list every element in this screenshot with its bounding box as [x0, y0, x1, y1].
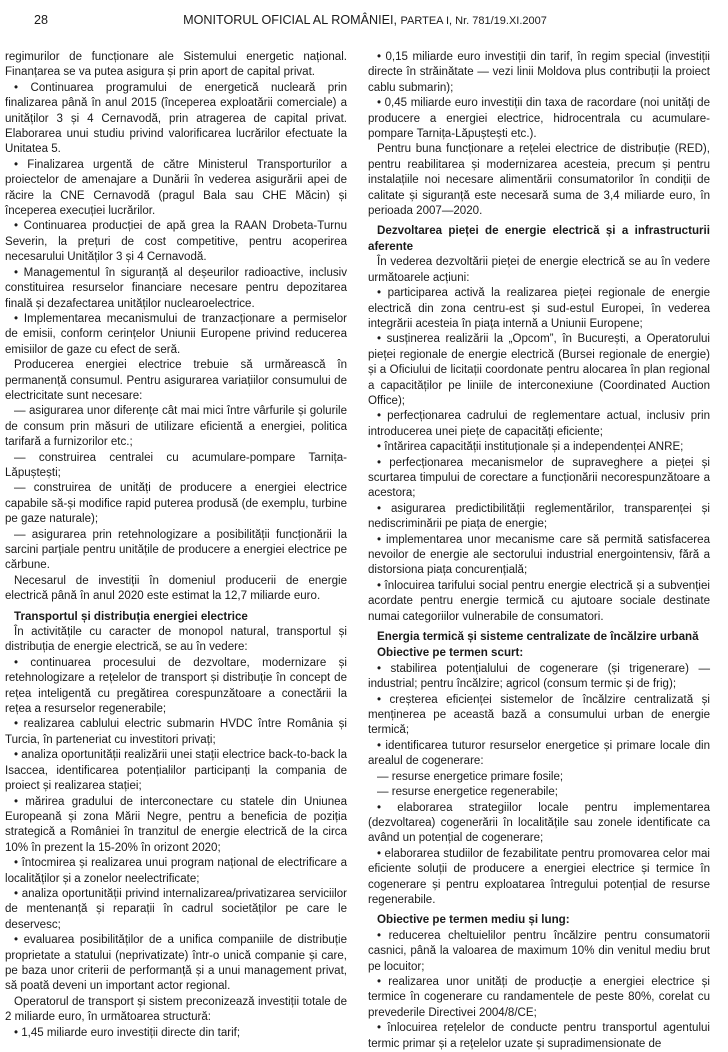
subsection-heading: Obiective pe termen mediu și lung:: [377, 913, 570, 927]
subsection-heading: Obiective pe termen scurt:: [377, 646, 524, 660]
paragraph: Operatorul de transport și sistem preconizează investiții totale de 2 miliarde euro, în următoarea structură:: [5, 995, 347, 1024]
paragraph: regimurilor de funcționare ale Sistemului energetic național. Finanțarea se va putea asigura și prin aport de capital privat.: [5, 51, 347, 79]
paragraph: În activitățile cu caracter de monopol natural, transportul și distribuția de energie electrică, se au în vedere:: [5, 626, 347, 654]
left-column: [5, 50, 347, 1041]
paragraph: • elaborarea strategiilor locale pentru implementarea (dezvoltarea) cogenerării în localitățile sau zonele identificate ca având un potențial de cogenerare;: [368, 801, 710, 845]
paragraph: • participarea activă la realizarea pieței regionale de energie electrică din zona centru-est și sud-estul Europei, în vederea integrării acesteia în piața internă a Uniunii Europene;: [368, 287, 710, 330]
section-heading: Energia termică și sisteme centralizate de încălzire urbană: [377, 630, 699, 644]
paragraph: • realizarea unor unități de producție a energiei electrice și termice în cogenerare cu randamentele de peste 80%, corelat cu prevederile Directivei 2004/8/CE;: [368, 975, 710, 1019]
paragraph: Producerea energiei electrice trebuie să urmărească în permanență consumul. Pentru asigurarea variațiilor consumului de electricitate sunt necesare:: [5, 359, 347, 402]
paragraph: • Continuarea producției de apă grea la RAAN Drobeta-Turnu Severin, la prețuri de cost competitive, pentru acoperirea necesarului Unităților 3 și 4 Cernavodă.: [5, 220, 347, 264]
section-heading: Dezvoltarea pieței de energie electrică și a infrastructurii aferente: [368, 224, 710, 253]
paragraph: • 1,45 miliarde euro investiții directe din tarif;: [14, 1026, 241, 1039]
paragraph: Pentru buna funcționare a rețelei electrice de distribuție (RED), pentru reabilitarea și modernizarea acesteia, precum și pentru instalațiile noi necesare alimentării consumatorilor în condiții de calitate și siguranță este necesară suma de 3,4 miliarde euro, în perioada 2007—2020.: [368, 143, 710, 218]
paragraph: • stabilirea potențialului de cogenerare (și trigenerare) — industrial; pentru încălzire; agricol (consum termic și de frig);: [368, 662, 710, 691]
paragraph: • perfecționarea mecanismelor de supraveghere a pieței și scurtarea timpului de corectare a funcționării necorespunzătoare a acestora;: [368, 456, 710, 500]
title-main: MONITORUL OFICIAL AL ROMÂNIEI,: [183, 13, 401, 27]
paragraph: • susținerea realizării la „Opcom”, în București, a Operatorului pieței regionale de energie electrică (Bursei regionale de energie) și a Oficiului de licitații coordonate pentru alocarea în plan regional a capacităților pe liniile de interconexiune (Coordinated Auction Office);: [368, 333, 710, 407]
paragraph: • implementarea unor mecanisme care să permită satisfacerea nevoilor de energie ale sectorului industrial energointensiv, fără a distorsiona piața concurențială;: [368, 533, 710, 577]
paragraph: • întocmirea și realizarea unui program național de electrificare a localităților și a zonelor neelectrificate;: [5, 857, 347, 885]
paragraph: — asigurarea unor diferențe cât mai mici între vârfurile și golurile de consum prin măsuri de utilizare eficientă a energiei, politica tarifară a furnizorilor etc.;: [5, 405, 347, 449]
title-part: PARTEA I, Nr. 781/19.XI.2007: [400, 15, 547, 27]
paragraph: • întărirea capacității instituționale și a independenței ANRE;: [377, 441, 684, 454]
right-column: [368, 50, 710, 1052]
paragraph: • înlocuirea rețelelor de conducte pentru transportul agentului termic primar și a rețelelor uzate și supradimensionate de: [368, 1022, 710, 1050]
paragraph: • continuarea procesului de dezvoltare, modernizare și retehnologizare a rețelelor de transport și distribuție în concept de rețea inteligentă cu pregătirea corespunzătoare a conectării la rețea a resurselor regenerabile;: [5, 656, 347, 716]
paragraph: • perfecționarea cadrului de reglementare actual, inclusiv prin introducerea unei piețe de capacități eficiente;: [368, 410, 710, 438]
paragraph: În vederea dezvoltării pieței de energie electrică se au în vedere următoarele acțiuni:: [368, 256, 710, 284]
paragraph: • identificarea tuturor resurselor energetice și primare locale din arealul de cogenerare:: [368, 739, 710, 768]
paragraph: • înlocuirea tarifului social pentru energie electrică și a subvenției acordate pentru energie termică cu ajutoare sociale destinate numai categoriilor vulnerabile de consumatori.: [368, 579, 710, 623]
paragraph: • evaluarea posibilităților de a unifica companiile de distribuție proprietate a statului (neprivatizate) într-o unică companie și care, pe baza unor criterii de performanță și a unui management privat, să poată deveni un important actor regional.: [5, 934, 347, 993]
paragraph: — construirea centralei cu acumulare-pompare Tarnița-Lăpuștești;: [5, 451, 347, 479]
paragraph: • reducerea cheltuielilor pentru încălzire pentru consumatorii casnici, până la valoarea de maximum 10% din venitul mediu brut pe locuitor;: [368, 929, 710, 973]
paragraph: • Finalizarea urgentă de către Ministerul Transporturilor a proiectelor de amenajare a Dunării în vederea asigurării apei de răcire la CNE Cernavodă (pragul Bala sau CHE Măcin) și începerea execuției lucrărilor.: [5, 158, 347, 218]
paragraph: Necesarul de investiții în domeniul producerii de energie electrică până în anul 2020 este estimat la 12,7 miliarde euro.: [5, 574, 347, 603]
paragraph: — construirea de unități de producere a energiei electrice capabile să-și modifice rapid puterea produsă (de exemplu, turbine pe gaze naturale);: [5, 482, 347, 526]
paragraph: — asigurarea prin retehnologizare a posibilității funcționării la sarcini parțiale pentru unitățile de producere a energiei electrice pe cărbune.: [5, 528, 347, 572]
paragraph: • Managementul în siguranță al deșeurilor radioactive, inclusiv constituirea resurselor financiare necesare pentru depozitarea finală și dezafectarea unităților nuclearoelectrice.: [5, 266, 347, 310]
paragraph: • analiza oportunității realizării unei stații electrice back-to-back la Isaccea, identificarea potențialilor participanți la compania de proiect și realizarea stației;: [5, 749, 347, 793]
page-number: 28: [34, 13, 49, 27]
paragraph: • asigurarea predictibilității reglementărilor, transparenței și nediscriminării pe piața de energie;: [368, 502, 710, 531]
paragraph: • 0,15 miliarde euro investiții din tarif, în regim special (investiții directe în străinătate — vezi linii Moldova plus contribuții la proiect cablu submarin);: [368, 51, 710, 94]
section-heading: Transportul și distribuția energiei electrice: [14, 609, 248, 623]
paragraph: — resurse energetice primare fosile;: [377, 770, 564, 783]
paragraph: • elaborarea studiilor de fezabilitate pentru promovarea celor mai eficiente soluții de producere a energiei electrice și termice în cogenerare și pentru exploatarea întregului potențial de resurse regenerabile.: [368, 847, 710, 906]
paragraph: • realizarea cablului electric submarin HVDC între România și Turcia, în parteneriat cu investitori privați;: [5, 718, 347, 746]
paragraph: • Implementarea mecanismului de tranzacționare a permiselor de emisii, conform cerințelor Uniunii Europene privind reducerea emisiilor de gaze cu efect de seră.: [5, 312, 347, 356]
paragraph: • Continuarea programului de energetică nucleară prin finalizarea până în anul 2015 (începerea exploatării comerciale) a unităților 3 și 4 Cernavodă, prin atragerea de capital privat. Elaborarea unui studiu privind valorificarea lucrărilor efectuate la Unitatea 5.: [5, 81, 347, 156]
paragraph: • mărirea gradului de interconectare cu statele din Uniunea Europeană și zona Mării Negre, pentru a beneficia de poziția strategică a României în tranzitul de energie electrică de la circa 10% în prezent la 15-20% în orizont 2020;: [5, 795, 347, 854]
paragraph: — resurse energetice regenerabile;: [377, 786, 559, 799]
paragraph: • 0,45 miliarde euro investiții din taxa de racordare (noi unități de producere a energiei electrice, hidrocentrala cu acumulare-pompare Tarnița-Lăpuștești etc.).: [368, 97, 710, 141]
paragraph: • creșterea eficienței sistemelor de încălzire centralizată și menținerea pe această bază a consumului urban de energie termică;: [368, 693, 710, 737]
publication-title: [20, 10, 710, 31]
paragraph: • analiza oportunității privind internalizarea/privatizarea serviciilor de mentenanță și reparații în cadrul societăților pe care le deservesc;: [5, 887, 347, 931]
page-header: [20, 10, 710, 30]
